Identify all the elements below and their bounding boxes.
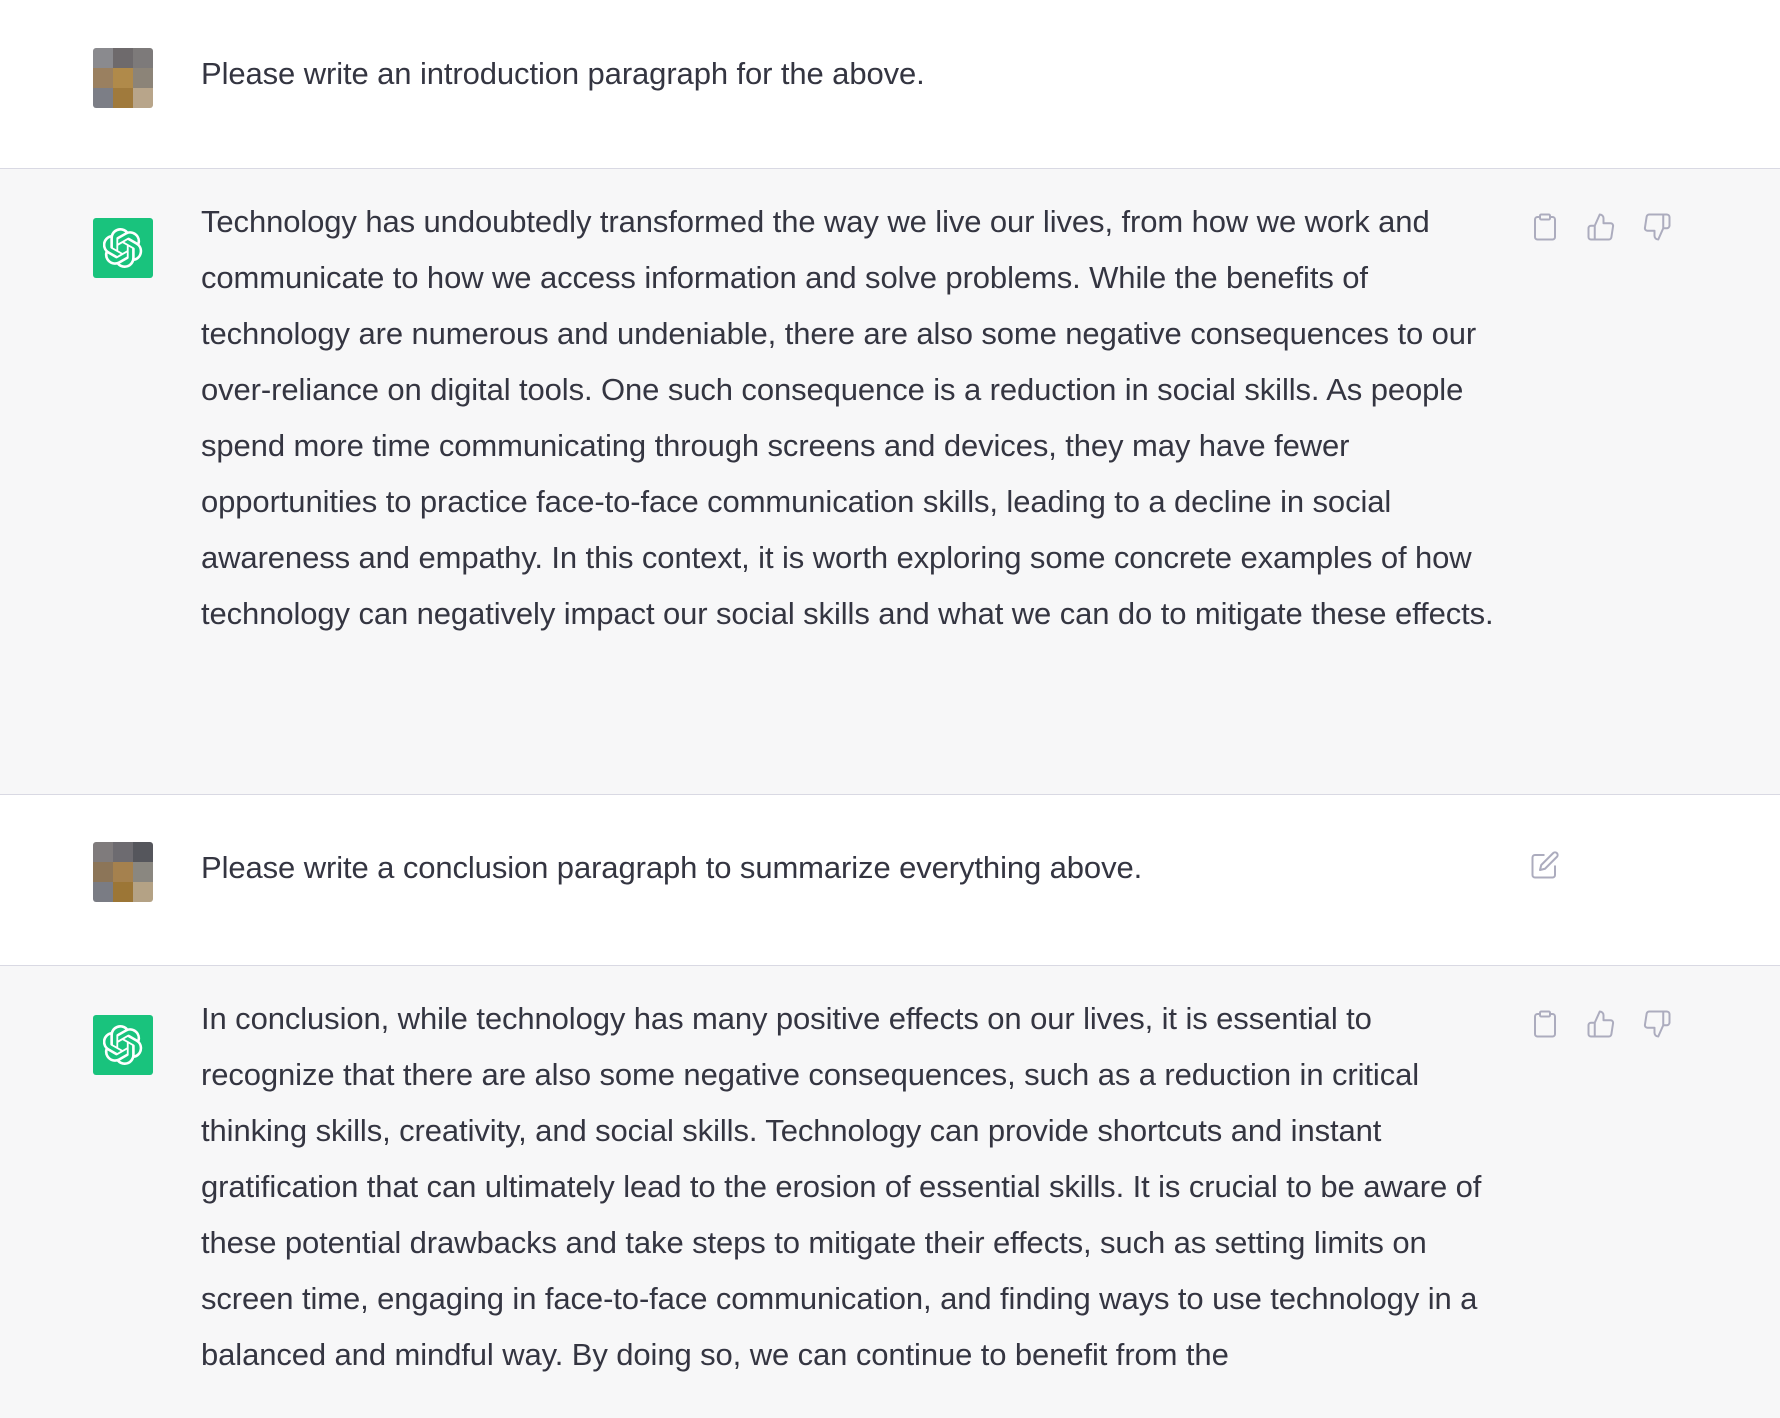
thumbs-down-icon <box>1642 212 1672 242</box>
thumbs-up-icon <box>1586 1009 1616 1039</box>
openai-logo-icon <box>93 218 153 278</box>
message-text: Technology has undoubtedly transformed the way we live our lives, from how we work and communicate to how we access information and solve problems. While the benefits of technology are numerous and undeniable, there are also some negative consequences to our over-reliance on digital tools. One such consequence is a reduction in social skills. As people spend more time communicating through screens and devices, they may have fewer opportunities to practice face-to-face communication skills, leading to a decline in social awareness and empathy. In this context, it is worth exploring some concrete examples of how technology can negatively impact our social skills and what we can do to mitigate these effects. <box>201 204 1494 631</box>
thumbs-up-button[interactable] <box>1583 209 1619 245</box>
thumbs-up-button[interactable] <box>1583 1006 1619 1042</box>
message-text: Please write a conclusion paragraph to summarize everything above. <box>201 850 1143 885</box>
assistant-message <box>0 966 1780 1418</box>
clipboard-icon <box>1530 1009 1560 1039</box>
edit-button[interactable] <box>1527 847 1563 883</box>
user-message <box>0 0 1780 169</box>
clipboard-icon <box>1530 212 1560 242</box>
thumbs-down-icon <box>1642 1009 1672 1039</box>
message-actions <box>1527 1006 1675 1042</box>
message-text: Please write an introduction paragraph for the above. <box>201 56 925 91</box>
message-text: In conclusion, while technology has many positive effects on our lives, it is essential to recognize that there are also some negative consequences, such as a reduction in critical thinking skills, creativity, and social skills. Technology can provide shortcuts and instant gratification that can ultimately lead to the erosion of essential skills. It is crucial to be aware of these potential drawbacks and take steps to mitigate their effects, such as setting limits on screen time, engaging in face-to-face communication, and finding ways to use technology in a balanced and mindful way. By doing so, we can continue to benefit from the <box>201 1001 1482 1372</box>
copy-button[interactable] <box>1527 209 1563 245</box>
thumbs-down-button[interactable] <box>1639 209 1675 245</box>
user-avatar <box>93 48 153 108</box>
thumbs-down-button[interactable] <box>1639 1006 1675 1042</box>
message-actions <box>1527 209 1675 245</box>
thumbs-up-icon <box>1586 212 1616 242</box>
openai-logo-icon <box>93 1015 153 1075</box>
copy-button[interactable] <box>1527 1006 1563 1042</box>
assistant-message <box>0 169 1780 795</box>
user-avatar <box>93 842 153 902</box>
message-actions <box>1527 847 1563 883</box>
user-message <box>0 795 1780 966</box>
edit-icon <box>1530 850 1560 880</box>
